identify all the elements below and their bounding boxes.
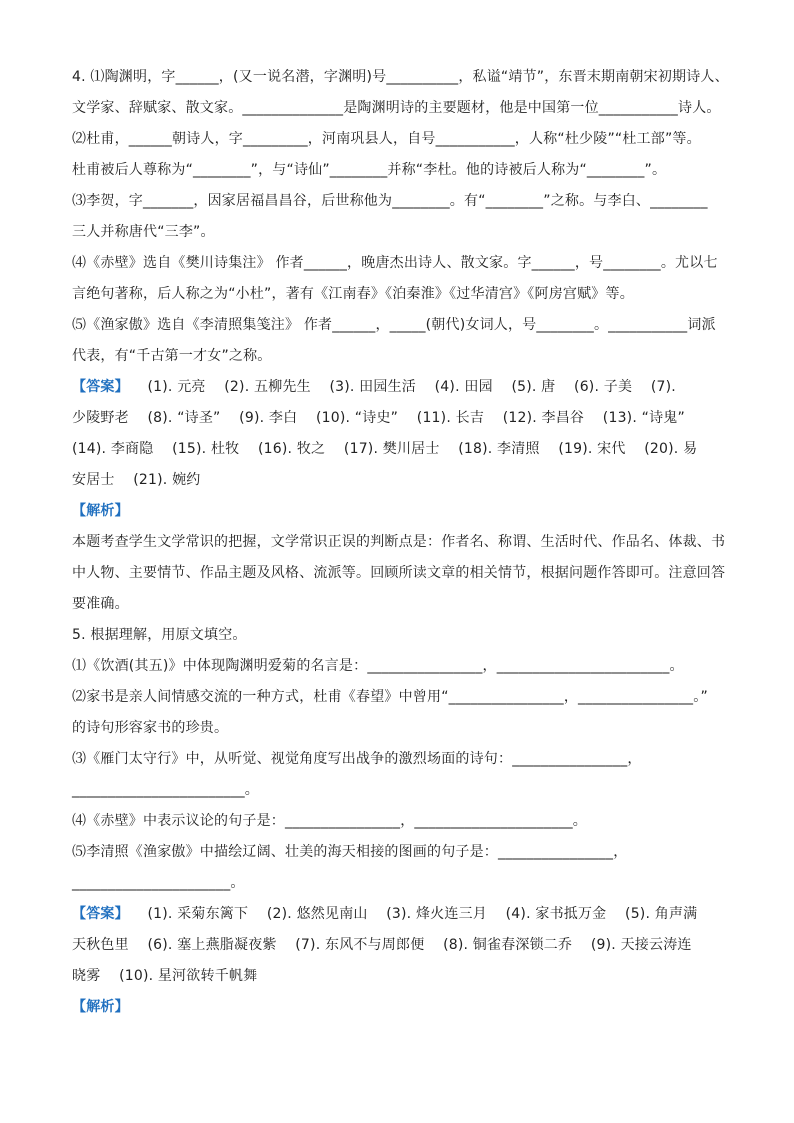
q5-line: 的诗句形容家书的珍贵。 <box>72 720 229 736</box>
answer-item: (3). 烽火连三月 <box>386 906 487 922</box>
answer-item: (8). “诗圣” <box>147 410 221 426</box>
q4-line: 文学家、辞赋家、散文家。______________是陶渊明诗的主要题材，他是中国第一位___________诗人。 <box>72 100 721 116</box>
answer-item: 晓雾 <box>72 968 101 984</box>
question-5 <box>72 620 732 899</box>
answer-item: 天秋色里 <box>72 937 129 953</box>
answer-item: 安居士 <box>72 472 115 488</box>
answer-item: (2). 五柳先生 <box>224 379 311 395</box>
q4-line: ⑵杜甫，______朝诗人，字_________，河南巩县人，自号___________，人称“杜少陵”“杜工部”等。 <box>72 131 701 147</box>
q4-answer <box>72 372 732 496</box>
q4-line: ⑸《渔家傲》选自《李清照集笺注》 作者______，_____(朝代)女词人，号________。___________词派 <box>72 317 716 333</box>
q4-answer-line <box>72 372 732 403</box>
answer-item: (7). 东风不与周郎便 <box>295 937 425 953</box>
answer-item: (12). 李昌谷 <box>502 410 585 426</box>
answer-item: (20). 易 <box>644 441 698 457</box>
q5-answer <box>72 899 732 992</box>
q4-answer-line <box>72 465 732 496</box>
analysis-tag: 【解析】 <box>72 999 129 1015</box>
analysis-tag: 【解析】 <box>72 503 129 519</box>
answer-item: (10). “诗史” <box>315 410 399 426</box>
answer-item: (1). 采菊东篱下 <box>147 906 249 922</box>
answer-item: (10). 星河欲转千帆舞 <box>119 968 258 984</box>
q4-line: 言绝句著称，后人称之为“小杜”，著有《江南春》《泊秦淮》《过华清宫》《阿房宫赋》等。 <box>72 286 634 302</box>
analysis-line: 本题考查学生文学常识的把握，文学常识正误的判断点是：作者名、称谓、生活时代、作品名、体裁、书 <box>72 534 726 550</box>
answer-item: (7). <box>650 379 676 395</box>
answer-item: (11). 长吉 <box>416 410 485 426</box>
answer-item: (5). 角声满 <box>625 906 698 922</box>
answer-item: (21). 婉约 <box>133 472 201 488</box>
answer-item: (9). 李白 <box>239 410 298 426</box>
q4-line: ⑶李贺，字_______，因家居福昌昌谷，后世称他为________。有“________”之称。与李白、________ <box>72 193 708 209</box>
question-4 <box>72 62 732 372</box>
answer-item: (4). 田园 <box>434 379 493 395</box>
answer-item: (17). 樊川居士 <box>343 441 440 457</box>
analysis-line: 中人物、主要情节、作品主题及风格、流派等。回顾所读文章的相关情节，根据问题作答即可。注意回答 <box>72 565 726 581</box>
answer-item: (18). 李清照 <box>458 441 540 457</box>
answer-item: (6). 塞上燕脂凝夜紫 <box>147 937 277 953</box>
answer-tag: 【答案】 <box>72 906 129 922</box>
answer-item: (3). 田园生活 <box>329 379 416 395</box>
q4-answer-line <box>72 434 732 465</box>
document-page <box>72 62 732 1023</box>
q5-line: ⑵家书是亲人间情感交流的一种方式，杜甫《春望》中曾用“________________，________________。” <box>72 689 708 705</box>
q4-line: 4. ⑴陶渊明，字______，(又一说名潜，字渊明)号__________，私谥“靖节”，东晋末期南朝宋初期诗人、 <box>72 69 729 85</box>
answer-item: (8). 铜雀春深锁二乔 <box>443 937 573 953</box>
answer-item: (1). 元亮 <box>147 379 206 395</box>
answer-item: (19). 宋代 <box>558 441 626 457</box>
answer-item: (16). 牧之 <box>258 441 326 457</box>
answer-item: (14). 李商隐 <box>72 441 154 457</box>
q4-analysis <box>72 496 732 620</box>
q5-line: ⑴《饮酒(其五)》中体现陶渊明爱菊的名言是：________________，________________________。 <box>72 658 684 674</box>
q5-answer-line <box>72 930 732 961</box>
q4-line: 代表，有“千古第一才女”之称。 <box>72 348 272 364</box>
q4-line: ⑷《赤壁》选自《樊川诗集注》 作者______，晚唐杰出诗人、散文家。字______，号________。尤以七 <box>72 255 718 271</box>
answer-item: (6). 子美 <box>574 379 633 395</box>
answer-item: 少陵野老 <box>72 410 129 426</box>
q5-line: ________________________。 <box>72 782 259 798</box>
analysis-line: 要准确。 <box>72 596 129 612</box>
q5-line: ⑸李清照《渔家傲》中描绘辽阔、壮美的海天相接的图画的句子是：________________， <box>72 844 628 860</box>
q5-answer-line <box>72 899 732 930</box>
q5-answer-line <box>72 961 732 992</box>
q5-line: ⑶《雁门太守行》中，从听觉、视觉角度写出战争的激烈场面的诗句：________________， <box>72 751 642 767</box>
answer-item: (9). 天接云涛连 <box>590 937 692 953</box>
q4-line: 杜甫被后人尊称为“________”，与“诗仙”________并称“李杜。他的诗被后人称为“________”。 <box>72 162 667 178</box>
answer-item: (15). 杜牧 <box>172 441 240 457</box>
q4-line: 三人并称唐代“三李”。 <box>72 224 215 240</box>
answer-tag: 【答案】 <box>72 379 129 395</box>
answer-item: (2). 悠然见南山 <box>266 906 368 922</box>
q5-line: ⑷《赤壁》中表示议论的句子是：________________，______________________。 <box>72 813 587 829</box>
answer-item: (13). “诗鬼” <box>602 410 685 426</box>
q5-line: 5. 根据理解，用原文填空。 <box>72 627 247 643</box>
answer-item: (4). 家书抵万金 <box>505 906 607 922</box>
answer-item: (5). 唐 <box>511 379 556 395</box>
q5-analysis <box>72 992 732 1023</box>
q5-line: ______________________。 <box>72 875 245 891</box>
q4-answer-line <box>72 403 732 434</box>
